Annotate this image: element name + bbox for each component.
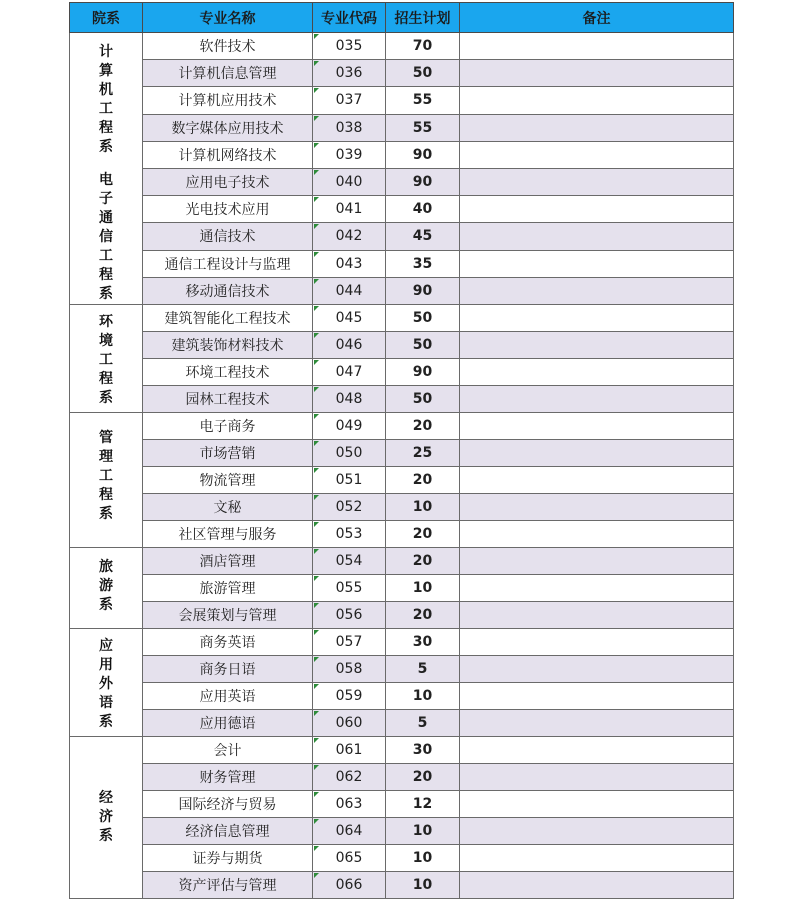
major-code-text: 049 [335, 418, 363, 434]
remarks-cell[interactable] [460, 305, 734, 332]
major-code-text: 043 [335, 255, 363, 272]
enrollment-plan-cell[interactable]: 10 [386, 872, 460, 899]
enrollment-plan-cell[interactable]: 30 [386, 629, 460, 656]
major-name-cell[interactable]: 通信工程设计与监理 [143, 250, 313, 277]
remarks-cell[interactable] [460, 60, 734, 87]
major-code-cell[interactable] [313, 305, 386, 332]
major-code-cell[interactable] [313, 33, 386, 60]
major-code-text: 047 [335, 364, 363, 380]
major-name-cell[interactable]: 数字媒体应用技术 [143, 114, 313, 141]
major-name-cell[interactable]: 光电技术应用 [143, 196, 313, 223]
remarks-cell[interactable] [460, 33, 734, 60]
enrollment-plan-cell[interactable]: 25 [386, 440, 460, 467]
header-major-name[interactable]: 专业名称 [143, 3, 313, 33]
text-number-flag-icon [314, 387, 319, 392]
remarks-cell[interactable] [460, 872, 734, 899]
major-name-cell[interactable]: 建筑装饰材料技术 [143, 332, 313, 359]
major-name-cell[interactable]: 会计 [143, 737, 313, 764]
table-row [70, 60, 734, 87]
enrollment-plan-table [69, 2, 734, 899]
remarks-cell[interactable] [460, 845, 734, 872]
major-code-cell[interactable] [313, 386, 386, 413]
text-number-flag-icon [314, 711, 319, 716]
enrollment-plan-cell[interactable]: 20 [386, 521, 460, 548]
major-code-text: 054 [335, 553, 363, 569]
enrollment-plan-cell[interactable]: 10 [386, 494, 460, 521]
remarks-cell[interactable] [460, 359, 734, 386]
remarks-cell[interactable] [460, 548, 734, 575]
major-name-cell[interactable]: 市场营销 [143, 440, 313, 467]
remarks-cell[interactable] [460, 791, 734, 818]
department-name: 应用外语系 [99, 638, 113, 730]
text-number-flag-icon [314, 576, 319, 581]
remarks-cell[interactable] [460, 386, 734, 413]
text-number-flag-icon [314, 116, 319, 121]
major-code-cell[interactable] [313, 141, 386, 168]
table-row [70, 629, 734, 656]
text-number-flag-icon [314, 360, 319, 365]
header-remarks[interactable]: 备注 [460, 3, 734, 33]
table-row [70, 710, 734, 737]
table-row [70, 683, 734, 710]
table-row [70, 33, 734, 60]
remarks-cell[interactable] [460, 277, 734, 304]
major-code-text: 066 [335, 877, 363, 893]
major-code-text: 060 [335, 715, 363, 731]
major-name-cell[interactable]: 通信技术 [143, 223, 313, 250]
table-row [70, 87, 734, 114]
remarks-cell[interactable] [460, 223, 734, 250]
enrollment-plan-cell[interactable]: 20 [386, 764, 460, 791]
enrollment-plan-cell[interactable]: 50 [386, 60, 460, 87]
major-name-cell[interactable]: 社区管理与服务 [143, 521, 313, 548]
table-row [70, 791, 734, 818]
table-row [70, 305, 734, 332]
major-code-text: 035 [335, 38, 363, 55]
text-number-flag-icon [314, 522, 319, 527]
enrollment-plan-cell[interactable]: 10 [386, 818, 460, 845]
enrollment-plan-cell[interactable]: 50 [386, 332, 460, 359]
major-code-text: 036 [335, 65, 363, 82]
major-code-cell[interactable] [313, 196, 386, 223]
table-row [70, 413, 734, 440]
header-enrollment-plan[interactable]: 招生计划 [386, 3, 460, 33]
department-name: 计算机工程系 [99, 44, 113, 155]
major-name-cell[interactable]: 电子商务 [143, 413, 313, 440]
major-code-cell[interactable] [313, 548, 386, 575]
enrollment-plan-cell[interactable]: 12 [386, 791, 460, 818]
major-name-cell[interactable]: 资产评估与管理 [143, 872, 313, 899]
enrollment-plan-cell[interactable]: 40 [386, 196, 460, 223]
table-row [70, 602, 734, 629]
text-number-flag-icon [314, 657, 319, 662]
table-row [70, 440, 734, 467]
remarks-cell[interactable] [460, 196, 734, 223]
major-code-cell[interactable] [313, 791, 386, 818]
enrollment-plan-cell[interactable]: 90 [386, 359, 460, 386]
enrollment-plan-cell[interactable]: 45 [386, 223, 460, 250]
major-name-cell[interactable]: 计算机信息管理 [143, 60, 313, 87]
enrollment-plan-cell[interactable]: 30 [386, 737, 460, 764]
remarks-cell[interactable] [460, 467, 734, 494]
major-code-text: 039 [335, 146, 363, 163]
table-row [70, 872, 734, 899]
major-code-cell[interactable] [313, 494, 386, 521]
header-major-code[interactable]: 专业代码 [313, 3, 386, 33]
major-name-cell[interactable]: 建筑智能化工程技术 [143, 305, 313, 332]
table-row [70, 521, 734, 548]
major-code-text: 037 [335, 92, 363, 109]
department-name: 电子通信工程系 [99, 172, 113, 302]
major-code-text: 038 [335, 119, 363, 136]
remarks-cell[interactable] [460, 818, 734, 845]
remarks-cell[interactable] [460, 602, 734, 629]
major-code-text: 055 [335, 580, 363, 596]
text-number-flag-icon [314, 252, 319, 257]
remarks-cell[interactable] [460, 764, 734, 791]
major-code-cell[interactable] [313, 440, 386, 467]
table-body [70, 33, 734, 899]
enrollment-plan-cell[interactable]: 90 [386, 277, 460, 304]
major-code-cell[interactable] [313, 168, 386, 195]
major-code-text: 051 [335, 472, 363, 488]
enrollment-plan-cell[interactable]: 55 [386, 87, 460, 114]
table-row [70, 737, 734, 764]
text-number-flag-icon [314, 143, 319, 148]
major-code-cell[interactable] [313, 467, 386, 494]
major-code-cell[interactable] [313, 710, 386, 737]
major-name-cell[interactable]: 证券与期货 [143, 845, 313, 872]
remarks-cell[interactable] [460, 440, 734, 467]
enrollment-plan-cell[interactable]: 10 [386, 845, 460, 872]
enrollment-plan-cell[interactable]: 10 [386, 683, 460, 710]
major-name-cell[interactable]: 商务日语 [143, 656, 313, 683]
table-row [70, 114, 734, 141]
enrollment-plan-cell[interactable]: 20 [386, 602, 460, 629]
major-code-text: 044 [335, 282, 363, 299]
text-number-flag-icon [314, 224, 319, 229]
major-code-cell[interactable] [313, 818, 386, 845]
text-number-flag-icon [314, 549, 319, 554]
major-code-cell[interactable] [313, 629, 386, 656]
text-number-flag-icon [314, 61, 319, 66]
enrollment-plan-cell[interactable]: 70 [386, 33, 460, 60]
remarks-cell[interactable] [460, 629, 734, 656]
text-number-flag-icon [314, 197, 319, 202]
major-name-cell[interactable]: 经济信息管理 [143, 818, 313, 845]
enrollment-plan-cell[interactable]: 20 [386, 548, 460, 575]
major-code-cell[interactable] [313, 656, 386, 683]
table-row [70, 141, 734, 168]
department-name: 经济系 [99, 790, 113, 844]
text-number-flag-icon [314, 684, 319, 689]
enrollment-plan-cell[interactable]: 20 [386, 467, 460, 494]
department-name: 管理工程系 [99, 430, 113, 522]
major-code-text: 040 [335, 174, 363, 191]
remarks-cell[interactable] [460, 575, 734, 602]
text-number-flag-icon [314, 495, 319, 500]
department-cell[interactable] [70, 413, 143, 548]
table-row [70, 196, 734, 223]
major-name-cell[interactable]: 酒店管理 [143, 548, 313, 575]
text-number-flag-icon [314, 306, 319, 311]
major-name-cell[interactable]: 应用德语 [143, 710, 313, 737]
major-code-cell[interactable] [313, 60, 386, 87]
table-row [70, 575, 734, 602]
major-name-cell[interactable]: 应用英语 [143, 683, 313, 710]
major-code-cell[interactable] [313, 223, 386, 250]
major-code-cell[interactable] [313, 737, 386, 764]
enrollment-plan-cell[interactable]: 35 [386, 250, 460, 277]
major-name-cell[interactable]: 会展策划与管理 [143, 602, 313, 629]
major-name-cell[interactable]: 计算机网络技术 [143, 141, 313, 168]
table-row [70, 168, 734, 195]
major-code-cell[interactable] [313, 87, 386, 114]
major-code-cell[interactable] [313, 575, 386, 602]
major-code-cell[interactable] [313, 764, 386, 791]
table-row [70, 386, 734, 413]
major-code-cell[interactable] [313, 521, 386, 548]
text-number-flag-icon [314, 846, 319, 851]
text-number-flag-icon [314, 630, 319, 635]
major-name-cell[interactable]: 文秘 [143, 494, 313, 521]
remarks-cell[interactable] [460, 737, 734, 764]
major-name-cell[interactable]: 计算机应用技术 [143, 87, 313, 114]
major-code-cell[interactable] [313, 250, 386, 277]
enrollment-plan-cell[interactable]: 5 [386, 710, 460, 737]
table-row [70, 818, 734, 845]
remarks-cell[interactable] [460, 521, 734, 548]
major-code-cell[interactable] [313, 845, 386, 872]
remarks-cell[interactable] [460, 114, 734, 141]
text-number-flag-icon [314, 468, 319, 473]
department-cell[interactable] [70, 737, 143, 899]
remarks-cell[interactable] [460, 683, 734, 710]
department-name: 环境工程系 [99, 314, 113, 406]
text-number-flag-icon [314, 279, 319, 284]
major-code-cell[interactable] [313, 359, 386, 386]
major-code-text: 061 [335, 742, 363, 758]
major-code-text: 063 [335, 796, 363, 812]
text-number-flag-icon [314, 603, 319, 608]
department-cell[interactable] [70, 33, 143, 305]
text-number-flag-icon [314, 738, 319, 743]
table-row [70, 223, 734, 250]
remarks-cell[interactable] [460, 250, 734, 277]
table-row [70, 250, 734, 277]
major-name-cell[interactable]: 商务英语 [143, 629, 313, 656]
enrollment-plan-cell[interactable]: 90 [386, 141, 460, 168]
major-name-cell[interactable]: 财务管理 [143, 764, 313, 791]
major-code-text: 057 [335, 634, 363, 650]
table-row [70, 332, 734, 359]
table-row [70, 548, 734, 575]
major-code-cell[interactable] [313, 114, 386, 141]
major-code-text: 045 [335, 310, 363, 326]
department-cell[interactable] [70, 305, 143, 413]
text-number-flag-icon [314, 34, 319, 39]
enrollment-plan-cell[interactable]: 5 [386, 656, 460, 683]
department-name: 旅游系 [99, 559, 113, 613]
table-row [70, 467, 734, 494]
enrollment-plan-cell[interactable]: 20 [386, 413, 460, 440]
major-code-text: 064 [335, 823, 363, 839]
remarks-cell[interactable] [460, 494, 734, 521]
major-code-text: 059 [335, 688, 363, 704]
major-code-cell[interactable] [313, 413, 386, 440]
major-code-text: 050 [335, 445, 363, 461]
table-row [70, 764, 734, 791]
major-code-cell[interactable] [313, 332, 386, 359]
major-name-cell[interactable]: 环境工程技术 [143, 359, 313, 386]
major-code-text: 048 [335, 391, 363, 407]
text-number-flag-icon [314, 792, 319, 797]
table-row [70, 359, 734, 386]
header-row [70, 3, 734, 33]
major-code-text: 065 [335, 850, 363, 866]
major-code-text: 053 [335, 526, 363, 542]
remarks-cell[interactable] [460, 332, 734, 359]
enrollment-plan-cell[interactable]: 10 [386, 575, 460, 602]
text-number-flag-icon [314, 765, 319, 770]
major-code-cell[interactable] [313, 872, 386, 899]
text-number-flag-icon [314, 333, 319, 338]
text-number-flag-icon [314, 441, 319, 446]
major-code-text: 052 [335, 499, 363, 515]
table-row [70, 656, 734, 683]
major-code-cell[interactable] [313, 683, 386, 710]
major-name-cell[interactable]: 物流管理 [143, 467, 313, 494]
major-code-text: 041 [335, 201, 363, 218]
major-name-cell[interactable]: 园林工程技术 [143, 386, 313, 413]
major-code-cell[interactable] [313, 277, 386, 304]
enrollment-plan-cell[interactable]: 50 [386, 386, 460, 413]
department-cell[interactable] [70, 629, 143, 737]
major-name-cell[interactable]: 应用电子技术 [143, 168, 313, 195]
remarks-cell[interactable] [460, 141, 734, 168]
header-department[interactable]: 院系 [70, 3, 143, 33]
department-cell[interactable] [70, 548, 143, 629]
remarks-cell[interactable] [460, 413, 734, 440]
text-number-flag-icon [314, 819, 319, 824]
remarks-cell[interactable] [460, 87, 734, 114]
major-code-cell[interactable] [313, 602, 386, 629]
major-code-text: 056 [335, 607, 363, 623]
table-row [70, 494, 734, 521]
text-number-flag-icon [314, 873, 319, 878]
remarks-cell[interactable] [460, 656, 734, 683]
major-code-text: 062 [335, 769, 363, 785]
enrollment-plan-cell[interactable]: 90 [386, 168, 460, 195]
text-number-flag-icon [314, 414, 319, 419]
remarks-cell[interactable] [460, 710, 734, 737]
enrollment-plan-cell[interactable]: 55 [386, 114, 460, 141]
table-row [70, 845, 734, 872]
table-row [70, 277, 734, 304]
major-name-cell[interactable]: 移动通信技术 [143, 277, 313, 304]
major-code-text: 058 [335, 661, 363, 677]
major-name-cell[interactable]: 国际经济与贸易 [143, 791, 313, 818]
major-code-text: 042 [335, 228, 363, 245]
major-name-cell[interactable]: 软件技术 [143, 33, 313, 60]
text-number-flag-icon [314, 170, 319, 175]
enrollment-plan-cell[interactable]: 50 [386, 305, 460, 332]
major-name-cell[interactable]: 旅游管理 [143, 575, 313, 602]
major-code-text: 046 [335, 337, 363, 353]
text-number-flag-icon [314, 88, 319, 93]
remarks-cell[interactable] [460, 168, 734, 195]
